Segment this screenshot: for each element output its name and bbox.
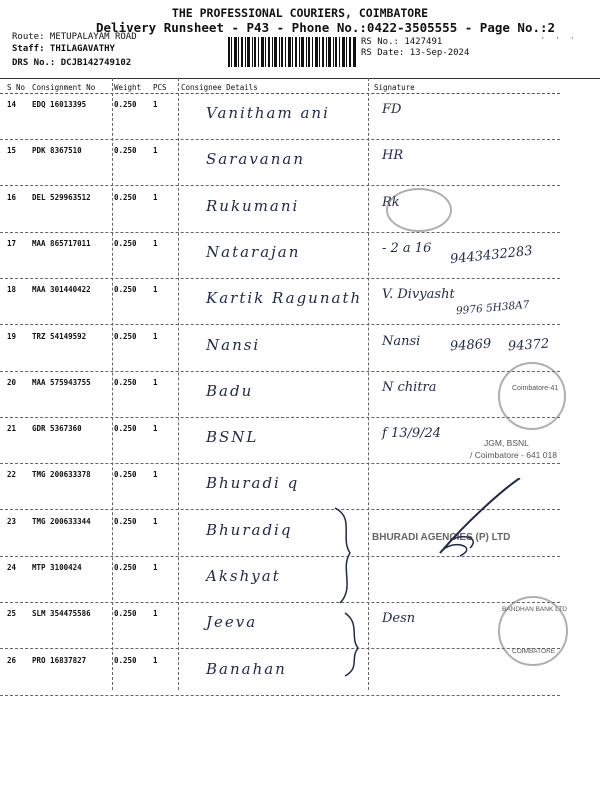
row-divider	[0, 695, 560, 696]
consignment-number: PDK 8367510	[32, 146, 82, 156]
scan-marks: · · ·	[540, 34, 578, 44]
row-pcs: 1	[153, 470, 158, 480]
consignment-number: TRZ 54149592	[32, 331, 87, 341]
staff-label: Staff: THILAGAVATHY	[12, 44, 115, 54]
row-weight: 0.250	[114, 609, 137, 619]
consignment-number: EDQ 16013395	[32, 100, 87, 109]
consignee-name: Bhuradiq	[206, 520, 293, 539]
signature: HR	[382, 148, 404, 164]
row-weight: 0.250	[114, 377, 137, 387]
row-sno: 24	[7, 563, 17, 572]
row-weight: 0.250	[114, 470, 137, 480]
signature: N chitra	[382, 379, 437, 395]
consignment-number: TMG 200633344	[32, 516, 91, 526]
row-weight: 0.250	[114, 146, 137, 156]
row-pcs: 1	[153, 424, 158, 434]
handwritten-phone: 9976 5H38A7	[455, 298, 530, 318]
table-row	[0, 94, 600, 140]
stamp-text: JGM, BSNL	[484, 438, 529, 448]
col-header-pcs: PCS	[153, 83, 167, 92]
signature: Nansi	[382, 333, 421, 349]
consignment-number: MAA 301440422	[32, 285, 91, 295]
row-weight: 0.250	[114, 424, 137, 434]
table-top-border	[0, 78, 600, 79]
handwritten-phone: 94869	[449, 336, 492, 355]
col-header-details: Consignee Details	[181, 83, 258, 92]
consignment-number: GDR 5367360	[32, 424, 82, 434]
consignee-name: Bhuradi q	[206, 474, 300, 493]
row-sno: 18	[7, 285, 17, 295]
rs-date: RS Date: 13-Sep-2024	[361, 48, 470, 58]
consignee-name: Kartik Ragunath	[206, 289, 363, 308]
drs-number: DRS No.: DCJB142749102	[12, 58, 132, 68]
row-pcs: 1	[153, 146, 158, 156]
row-sno: 15	[7, 146, 17, 156]
signature: Desn	[382, 611, 416, 627]
row-weight: 0.250	[114, 563, 137, 572]
stamp-text: COIMBATORE	[512, 648, 556, 655]
consignment-number: MTP 3100424	[32, 563, 82, 572]
consignee-name: Badu	[206, 381, 254, 400]
consignee-name: Natarajan	[206, 242, 301, 261]
row-pcs: 1	[153, 655, 158, 665]
rs-number: RS No.: 1427491	[361, 37, 443, 47]
consignment-number: TMG 200633378	[32, 470, 91, 480]
column-divider	[368, 78, 369, 690]
row-weight: 0.250	[114, 516, 137, 526]
row-pcs: 1	[153, 331, 158, 341]
col-header-consignment: Consignment No	[32, 83, 96, 92]
signature-scribbles	[330, 478, 560, 688]
row-sno: 22	[7, 470, 17, 480]
row-sno: 25	[7, 609, 17, 619]
row-pcs: 1	[153, 516, 158, 526]
row-weight: 0.250	[114, 100, 137, 109]
row-pcs: 1	[153, 285, 158, 295]
signature: - 2 a 16	[382, 240, 432, 256]
consignment-number: PRO 16837827	[32, 655, 87, 665]
round-stamp	[498, 362, 566, 430]
faint-stamp	[386, 188, 452, 232]
consignee-name: BSNL	[206, 428, 259, 447]
col-header-sno: S No	[7, 83, 26, 92]
company-stamp: BHURADI AGENCIES (P) LTD	[372, 532, 511, 543]
col-header-signature: Signature	[374, 83, 415, 92]
runsheet-title: Delivery Runsheet - P43 - Phone No.:0422-3505555 - Page No.:2	[96, 20, 556, 35]
col-header-weight: Weight	[114, 83, 142, 92]
row-sno: 16	[7, 192, 17, 202]
consignee-name: Nansi	[206, 335, 261, 354]
row-sno: 26	[7, 655, 17, 665]
consignee-name: Saravanan	[206, 150, 306, 169]
row-sno: 21	[7, 424, 17, 434]
row-pcs: 1	[153, 377, 158, 387]
consignment-number: MAA 575943755	[32, 377, 91, 387]
route-label: Route: METUPALAYAM ROAD	[12, 32, 137, 42]
handwritten-phone: 94372	[507, 336, 550, 355]
barcode	[228, 37, 356, 67]
stamp-text: BANDHAN BANK LTD	[502, 606, 567, 613]
row-sno: 14	[7, 100, 17, 109]
consignee-name: Vanitham ani	[206, 104, 330, 122]
row-pcs: 1	[153, 609, 158, 619]
signature: Rk	[382, 194, 400, 210]
row-sno: 20	[7, 377, 17, 387]
row-weight: 0.250	[114, 655, 137, 665]
column-divider	[178, 78, 179, 690]
row-sno: 23	[7, 516, 17, 526]
company-title: THE PROFESSIONAL COURIERS, COIMBATORE	[171, 6, 429, 20]
signature: V. Divyasht	[382, 287, 455, 303]
row-pcs: 1	[153, 192, 158, 202]
table-row	[0, 187, 600, 233]
signature: f 13/9/24	[382, 426, 442, 442]
consignment-number: DEL 529963512	[32, 192, 91, 202]
row-sno: 19	[7, 331, 17, 341]
table-row	[0, 140, 600, 186]
row-pcs: 1	[153, 238, 158, 248]
row-weight: 0.250	[114, 192, 137, 202]
row-weight: 0.250	[114, 238, 137, 248]
row-weight: 0.250	[114, 285, 137, 295]
consignee-name: Banahan	[206, 659, 287, 678]
consignment-number: SLM 354475586	[32, 609, 91, 619]
handwritten-phone: 9443432283	[449, 243, 534, 268]
row-pcs: 1	[153, 563, 158, 572]
row-sno: 17	[7, 238, 17, 248]
consignment-number: MAA 865717011	[32, 238, 91, 248]
signature: FD	[382, 102, 402, 117]
column-divider	[112, 78, 113, 690]
row-pcs: 1	[153, 100, 158, 109]
consignee-name: Rukumani	[206, 196, 300, 215]
consignee-name: Jeeva	[206, 613, 258, 632]
consignee-name: Akshyat	[206, 567, 281, 585]
stamp-text: Coimbatore-41	[512, 385, 559, 392]
stamp-text: / Coimbatore - 641 018	[470, 450, 557, 460]
row-weight: 0.250	[114, 331, 137, 341]
